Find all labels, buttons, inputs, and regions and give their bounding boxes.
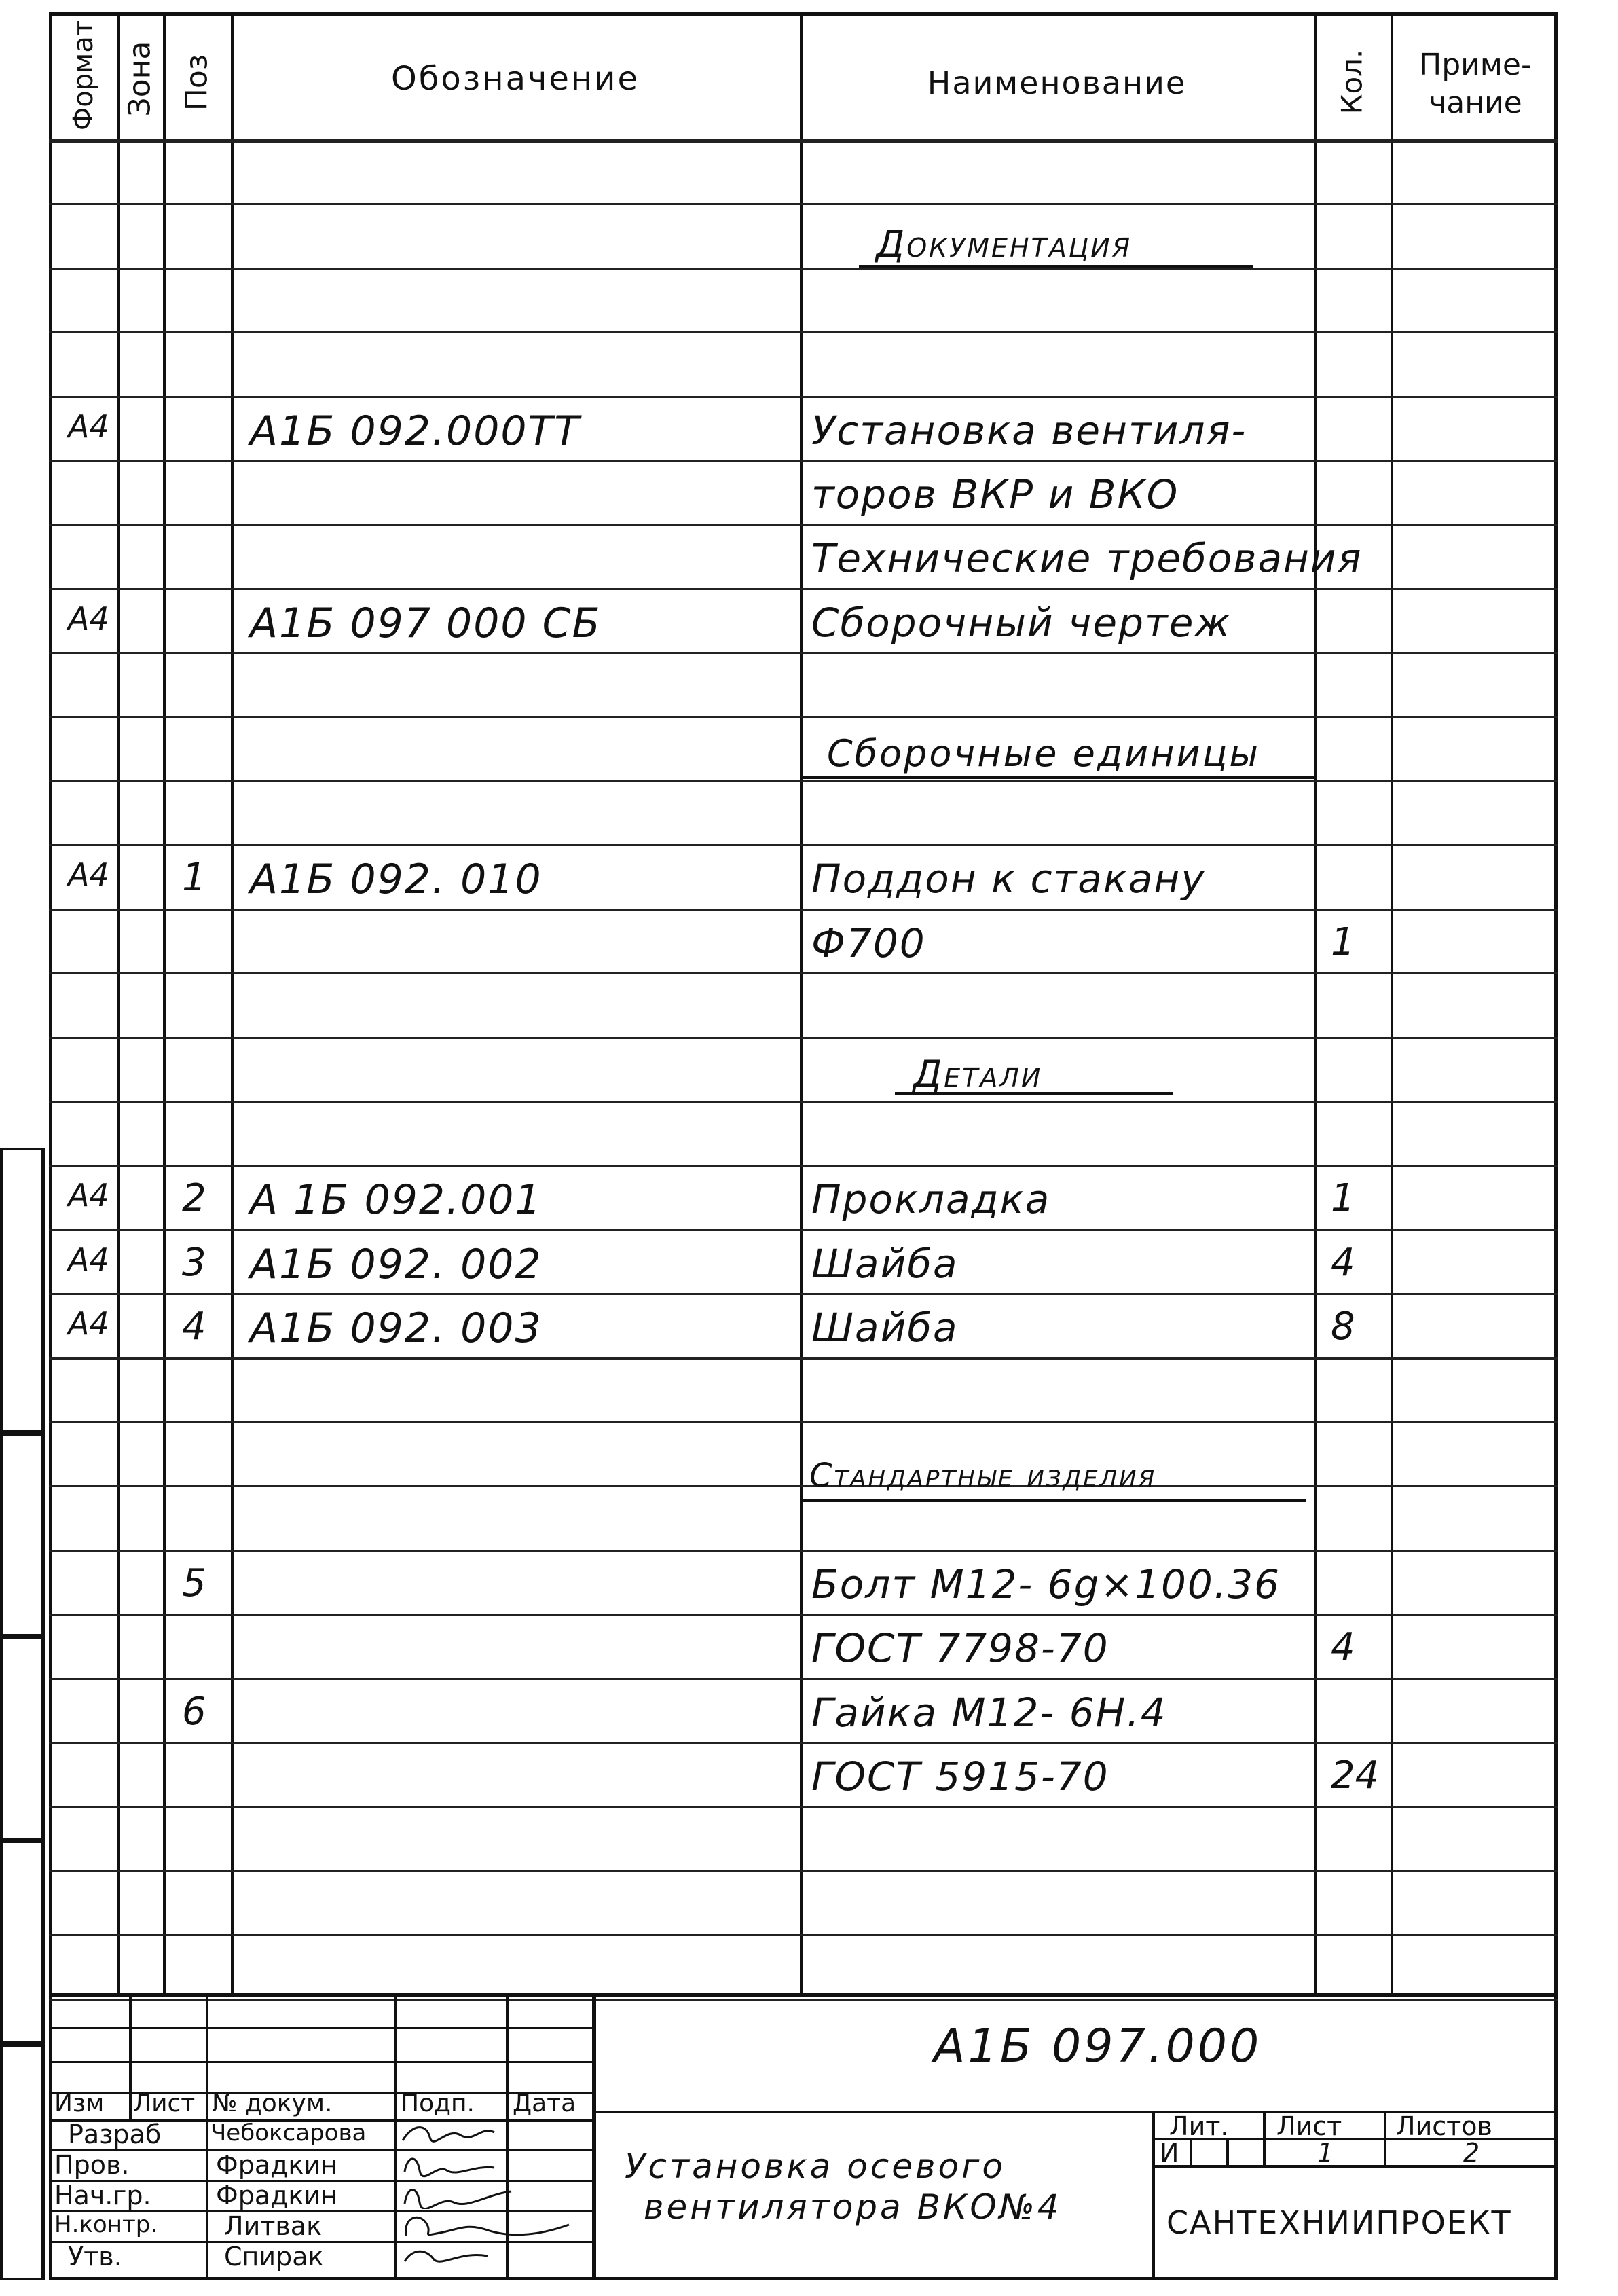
tb-v-list — [206, 1993, 208, 2280]
cell-position: 6 — [182, 1689, 206, 1734]
sheet-frame — [49, 12, 1558, 2280]
margin-strip-middle — [0, 1433, 45, 1637]
cell-name: Болт М12- 6g×100.36 — [811, 1561, 1281, 1607]
row-rule — [49, 203, 1558, 205]
row-rule — [49, 396, 1558, 398]
col-divider-format — [117, 12, 120, 1995]
header-zone: Зона — [122, 41, 158, 117]
row-rule — [49, 524, 1558, 526]
tb-sheets-value: 2 — [1463, 2138, 1480, 2168]
signature-head — [399, 2181, 515, 2209]
row-rule — [49, 1678, 1558, 1680]
tb-role-nkontr: Н.контр. — [54, 2211, 158, 2238]
row-rule — [49, 1614, 1558, 1616]
cell-name: ГОСТ 5915-70 — [811, 1753, 1109, 1800]
tb-sheet-value: 1 — [1317, 2138, 1334, 2168]
tb-right-h3 — [1152, 2165, 1558, 2168]
section-assemblies: Сборочные единицы — [827, 732, 1261, 775]
tb-right-v-lit — [1152, 2111, 1155, 2280]
tb-col-date: Дата — [513, 2090, 576, 2117]
col-divider-pos — [231, 12, 234, 1995]
cell-quantity: 4 — [1331, 1625, 1355, 1670]
tb-sheets-label: Листов — [1396, 2111, 1492, 2141]
row-rule — [49, 1870, 1558, 1872]
tb-h1 — [49, 2027, 592, 2029]
tb-right-v-l1 — [1190, 2138, 1192, 2165]
signature-check — [399, 2150, 501, 2179]
cell-format: A4 — [68, 856, 109, 894]
signature-dev — [399, 2120, 501, 2147]
tb-col-sign: Подп. — [401, 2090, 475, 2117]
row-rule — [49, 909, 1558, 911]
margin-strip-top — [0, 1148, 45, 1433]
row-rule — [49, 1742, 1558, 1744]
signature-nkontr — [399, 2210, 576, 2242]
section-parts-underline — [895, 1092, 1173, 1095]
tb-lit-value: И — [1160, 2138, 1179, 2168]
header-rule — [49, 139, 1558, 143]
cell-quantity: 4 — [1331, 1240, 1355, 1285]
tb-org: САНТЕХНИИПРОЕКТ — [1166, 2204, 1512, 2241]
cell-quantity: 1 — [1331, 919, 1355, 964]
cell-position: 3 — [182, 1240, 206, 1285]
tb-name-approve: Спирак — [224, 2242, 324, 2272]
margin-strip-mid2 — [0, 1637, 45, 1840]
tb-v-izm — [129, 1993, 132, 2119]
margin-strip-bottom — [0, 2044, 45, 2280]
section-documentation: Документация — [876, 223, 1133, 266]
cell-name: Технические требования — [811, 535, 1363, 582]
section-assemblies-underline — [800, 776, 1314, 779]
row-rule — [49, 1999, 1558, 2001]
row-rule — [49, 1229, 1558, 1231]
tb-name-dev: Чебоксарова — [210, 2119, 367, 2147]
tb-designation: А1Б 097.000 — [934, 2020, 1262, 2073]
tb-title-line1: Установка осевого — [625, 2147, 1006, 2186]
margin-strip-lower — [0, 1840, 45, 2044]
cell-format: A4 — [68, 1305, 109, 1343]
cell-designation: А 1Б 092.001 — [250, 1176, 543, 1224]
cell-name: Шайба — [811, 1305, 959, 1351]
section-parts: Детали — [913, 1053, 1043, 1095]
cell-format: A4 — [68, 1177, 109, 1214]
cell-designation: А1Б 092. 003 — [250, 1305, 543, 1353]
row-rule — [49, 1485, 1558, 1487]
section-standard-underline — [800, 1499, 1306, 1502]
cell-position: 5 — [182, 1561, 206, 1605]
cell-designation: А1Б 092. 010 — [250, 856, 543, 904]
tb-sheet-label: Лист — [1276, 2111, 1342, 2141]
row-rule — [49, 1934, 1558, 1936]
cell-format: A4 — [68, 1241, 109, 1278]
row-rule — [49, 1806, 1558, 1808]
tb-col-list: Лист — [133, 2090, 196, 2117]
row-rule — [49, 972, 1558, 974]
tb-role-approve: Утв. — [68, 2242, 122, 2272]
tb-h2 — [49, 2061, 592, 2063]
header-pos: Поз — [179, 54, 215, 111]
row-rule — [49, 331, 1558, 333]
row-rule — [49, 1550, 1558, 1552]
cell-quantity: 8 — [1331, 1305, 1355, 1349]
tb-col-doc: № докум. — [212, 2090, 333, 2117]
signature-approve — [399, 2242, 501, 2270]
cell-name: ГОСТ 7798-70 — [811, 1625, 1109, 1672]
row-rule — [49, 716, 1558, 718]
cell-format: A4 — [68, 600, 109, 637]
cell-format: A4 — [68, 407, 109, 445]
cell-designation: А1Б 092. 002 — [250, 1240, 543, 1288]
col-divider-name — [1314, 12, 1317, 1995]
cell-name: Ф700 — [811, 919, 926, 966]
tb-lit-label: Лит. — [1169, 2111, 1229, 2141]
cell-designation: А1Б 097 000 СБ — [250, 599, 602, 647]
row-rule — [49, 1421, 1558, 1423]
tb-right-v-l2 — [1226, 2138, 1229, 2165]
col-divider-qty — [1391, 12, 1393, 1995]
row-rule — [49, 1037, 1558, 1039]
cell-name: Прокладка — [811, 1176, 1051, 1223]
tb-v-doc — [394, 1993, 397, 2280]
header-note-line2: чание — [1429, 86, 1522, 120]
cell-name: Поддон к стакану — [811, 856, 1206, 903]
row-rule — [49, 780, 1558, 782]
row-rule — [49, 460, 1558, 462]
cell-name: Гайка М12- 6Н.4 — [811, 1689, 1167, 1736]
section-documentation-underline — [859, 265, 1253, 268]
tb-col-izm: Изм — [54, 2090, 105, 2117]
header-format: Формат — [68, 20, 99, 131]
col-divider-zone — [163, 12, 166, 1995]
row-rule — [49, 1357, 1558, 1360]
cell-position: 2 — [182, 1176, 206, 1221]
tb-role-head: Нач.гр. — [54, 2181, 151, 2210]
cell-position: 1 — [182, 856, 206, 900]
cell-name: торов ВКР и ВКО — [811, 471, 1179, 517]
cell-name: Установка вентиля- — [811, 407, 1247, 454]
section-standard: Стандартные изделия — [809, 1457, 1157, 1495]
cell-name: Шайба — [811, 1240, 959, 1287]
tb-main-divider — [592, 1993, 596, 2280]
tb-name-check: Фрадкин — [216, 2150, 337, 2180]
header-qty: Кол. — [1335, 49, 1369, 115]
tb-name-nkontr: Литвак — [224, 2211, 323, 2241]
tb-name-head: Фрадкин — [216, 2181, 337, 2210]
tb-role-check: Пров. — [54, 2150, 130, 2180]
cell-name: Сборочный чертеж — [811, 599, 1232, 646]
tb-role-dev: Разраб — [68, 2119, 162, 2149]
cell-quantity: 1 — [1331, 1176, 1355, 1221]
header-note-line1: Приме- — [1419, 48, 1532, 82]
row-rule — [49, 588, 1558, 590]
row-rule — [49, 1101, 1558, 1103]
row-rule — [49, 844, 1558, 846]
row-rule — [49, 268, 1558, 270]
row-rule — [49, 652, 1558, 654]
cell-designation: А1Б 092.000ТТ — [250, 407, 581, 455]
cell-position: 4 — [182, 1305, 206, 1349]
header-designation: Обозначение — [390, 60, 640, 98]
col-divider-designation — [800, 12, 803, 1995]
tb-title-line2: вентилятора ВКО№4 — [644, 2187, 1062, 2227]
tb-top-line — [49, 1993, 1558, 1997]
row-rule — [49, 1165, 1558, 1167]
cell-quantity: 24 — [1331, 1753, 1380, 1798]
header-name: Наименование — [927, 65, 1187, 101]
row-rule — [49, 1293, 1558, 1295]
